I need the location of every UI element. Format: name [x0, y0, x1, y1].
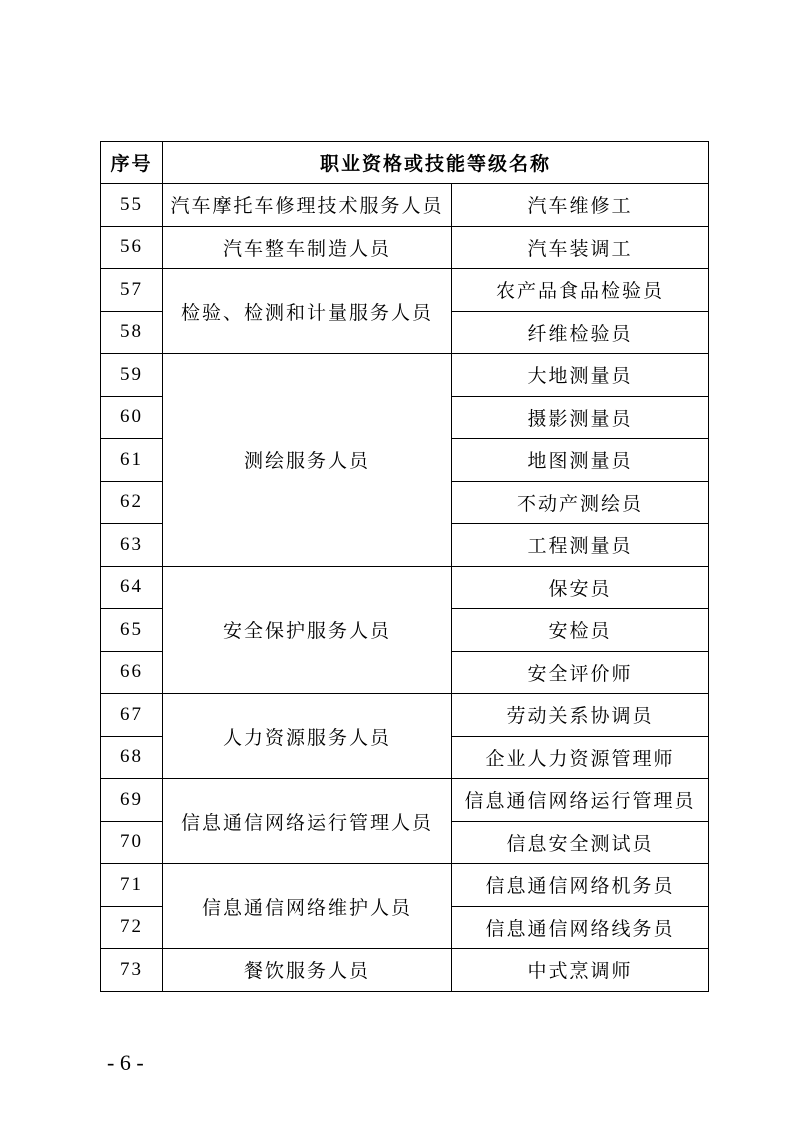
occupation-title: 大地测量员 [452, 354, 709, 397]
row-number: 58 [101, 311, 163, 354]
row-number: 64 [101, 566, 163, 609]
row-number: 60 [101, 396, 163, 439]
category-cell: 汽车整车制造人员 [163, 226, 452, 269]
table-row [101, 269, 709, 312]
occupation-title: 中式烹调师 [452, 949, 709, 992]
row-number: 73 [101, 949, 163, 992]
occupation-title: 汽车维修工 [452, 184, 709, 227]
table-header-row [101, 142, 709, 184]
occupation-title: 信息安全测试员 [452, 821, 709, 864]
category-cell: 安全保护服务人员 [163, 566, 452, 694]
occupation-title: 不动产测绘员 [452, 481, 709, 524]
occupation-title: 纤维检验员 [452, 311, 709, 354]
row-number: 62 [101, 481, 163, 524]
row-number: 63 [101, 524, 163, 567]
occupation-title: 信息通信网络机务员 [452, 864, 709, 907]
row-number: 67 [101, 694, 163, 737]
row-number: 55 [101, 184, 163, 227]
occupation-title: 信息通信网络线务员 [452, 906, 709, 949]
table-row [101, 949, 709, 992]
row-number: 59 [101, 354, 163, 397]
row-number: 56 [101, 226, 163, 269]
occupation-title: 安全评价师 [452, 651, 709, 694]
table-row [101, 864, 709, 907]
occupation-title: 工程测量员 [452, 524, 709, 567]
row-number: 61 [101, 439, 163, 482]
category-cell: 测绘服务人员 [163, 354, 452, 567]
row-number: 65 [101, 609, 163, 652]
occupation-title: 保安员 [452, 566, 709, 609]
row-number: 70 [101, 821, 163, 864]
table-row [101, 779, 709, 822]
row-number: 69 [101, 779, 163, 822]
table-row [101, 226, 709, 269]
qualification-table [100, 141, 709, 992]
row-number: 71 [101, 864, 163, 907]
row-number: 57 [101, 269, 163, 312]
table-row [101, 566, 709, 609]
row-number: 72 [101, 906, 163, 949]
row-number: 68 [101, 736, 163, 779]
occupation-title: 安检员 [452, 609, 709, 652]
category-cell: 信息通信网络维护人员 [163, 864, 452, 949]
page-number: - 6 - [107, 1050, 144, 1075]
name-header: 职业资格或技能等级名称 [163, 142, 709, 184]
index-header: 序号 [101, 142, 163, 184]
category-cell: 检验、检测和计量服务人员 [163, 269, 452, 354]
category-cell: 人力资源服务人员 [163, 694, 452, 779]
occupation-title: 企业人力资源管理师 [452, 736, 709, 779]
occupation-title: 农产品食品检验员 [452, 269, 709, 312]
category-cell: 餐饮服务人员 [163, 949, 452, 992]
row-number: 66 [101, 651, 163, 694]
occupation-title: 劳动关系协调员 [452, 694, 709, 737]
table-row [101, 184, 709, 227]
occupation-title: 地图测量员 [452, 439, 709, 482]
table-body [101, 184, 709, 992]
category-cell: 汽车摩托车修理技术服务人员 [163, 184, 452, 227]
occupation-title: 汽车装调工 [452, 226, 709, 269]
occupation-title: 信息通信网络运行管理员 [452, 779, 709, 822]
table-row [101, 694, 709, 737]
table-row [101, 354, 709, 397]
category-cell: 信息通信网络运行管理人员 [163, 779, 452, 864]
occupation-title: 摄影测量员 [452, 396, 709, 439]
